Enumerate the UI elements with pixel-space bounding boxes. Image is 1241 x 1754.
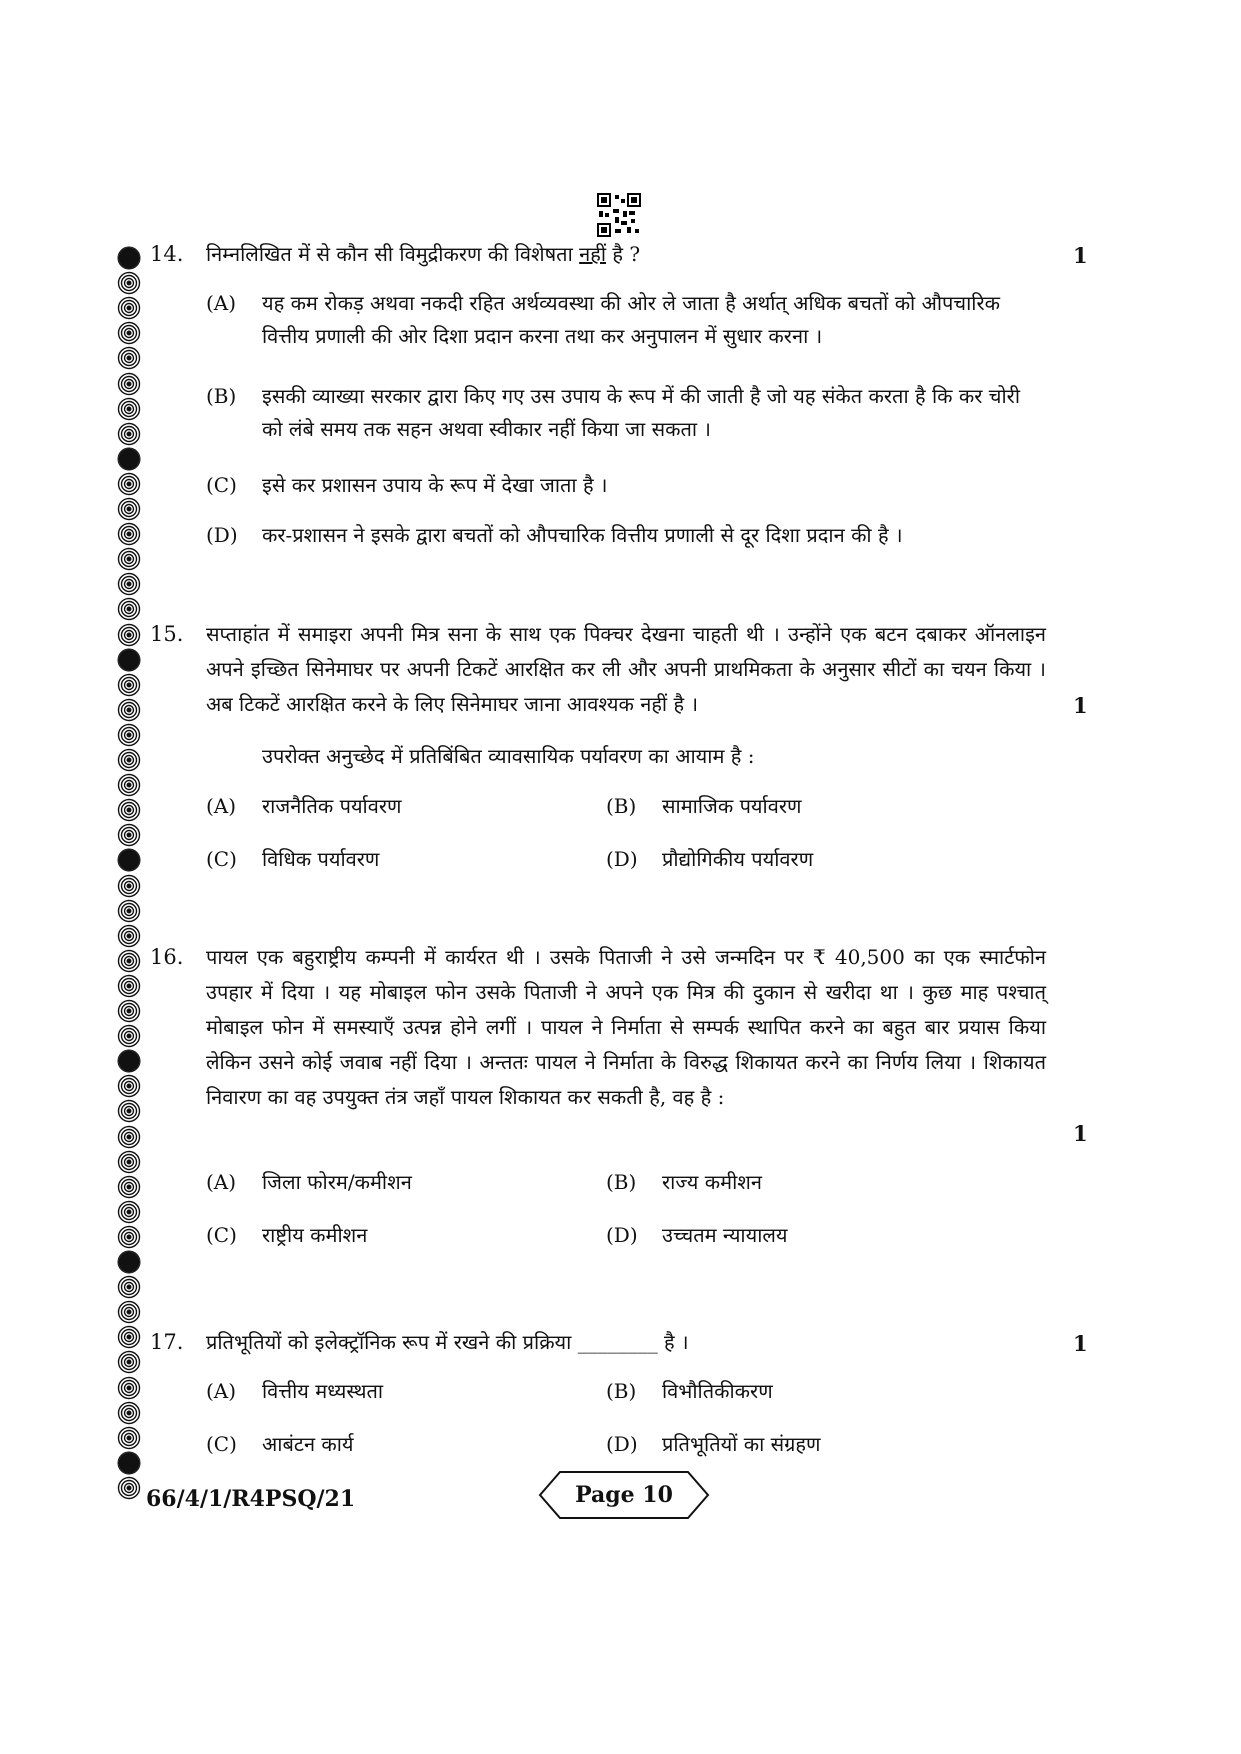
- page-number: Page 10: [575, 1482, 673, 1508]
- option: [206, 843, 596, 876]
- option-label: (D): [206, 523, 238, 547]
- option-text: जिला फोरम/कमीशन: [262, 1170, 412, 1194]
- option-text: उच्चतम न्यायालय: [662, 1223, 788, 1247]
- question-number: 17.: [150, 1330, 184, 1354]
- option-label: (D): [606, 847, 638, 871]
- option-text: इसे कर प्रशासन उपाय के रूप में देखा जाता है ।: [262, 473, 608, 497]
- option: [206, 1219, 596, 1252]
- option-label: (B): [606, 1379, 637, 1403]
- option-text: राजनैतिक पर्यावरण: [262, 794, 402, 818]
- option: [206, 1375, 596, 1408]
- option: [606, 1166, 1036, 1199]
- stem-text: है ?: [606, 242, 641, 266]
- option-label: (C): [206, 847, 237, 871]
- option: [206, 519, 1046, 552]
- question-number: 16.: [150, 945, 184, 969]
- question-prompt: उपरोक्त अनुच्छेद में प्रतिबिंबित व्यावसायिक पर्यावरण का आयाम है :: [262, 744, 755, 768]
- option-text: विभौतिकीकरण: [662, 1379, 773, 1403]
- option-text: आबंटन कार्य: [262, 1432, 354, 1456]
- option-text: वित्तीय मध्यस्थता: [262, 1379, 384, 1403]
- option-label: (A): [206, 794, 237, 818]
- option-text: यह कम रोकड़ अथवा नकदी रहित अर्थव्यवस्था की ओर ले जाता है अर्थात् अधिक बचतों को औपचारिक वित्तीय प्रणाली की ओर दिशा प्रदान करना तथा कर अनुपालन में सुधार करना ।: [262, 291, 1001, 348]
- option: [606, 1219, 1036, 1252]
- option: [206, 469, 1046, 502]
- option-label: (B): [606, 794, 637, 818]
- option-text: विधिक पर्यावरण: [262, 847, 380, 871]
- question-stem: सप्ताहांत में समाइरा अपनी मित्र सना के साथ एक पिक्चर देखना चाहती थी । उन्होंने एक बटन दबाकर ऑनलाइन अपने इच्छित सिनेमाघर पर अपनी टिकटें आरक्षित कर ली और अपनी प्राथमिकता के अनुसार सीटों का चयन किया । अब टिकटें आरक्षित करने के लिए सिनेमाघर जाना आवश्यक नहीं है ।: [206, 622, 1046, 716]
- option-label: (C): [206, 473, 237, 497]
- stem-emphasis: नहीं: [579, 242, 607, 266]
- option: [206, 380, 1046, 446]
- option-label: (C): [206, 1432, 237, 1456]
- option: [206, 790, 596, 823]
- option: [606, 1375, 1036, 1408]
- option: [606, 790, 1036, 823]
- option-label: (A): [206, 291, 237, 315]
- option: [606, 843, 1036, 876]
- option-text: कर-प्रशासन ने इसके द्वारा बचतों को औपचारिक वित्तीय प्रणाली से दूर दिशा प्रदान की है ।: [262, 523, 903, 547]
- question-stem: प्रतिभूतियों को इलेक्ट्रॉनिक रूप में रखने की प्रक्रिया ________ है ।: [206, 1330, 689, 1354]
- option-text: राज्य कमीशन: [662, 1170, 762, 1194]
- option-label: (B): [206, 384, 237, 408]
- option: [206, 1166, 596, 1199]
- option-label: (D): [606, 1432, 638, 1456]
- option: [206, 287, 1046, 353]
- option-text: प्रतिभूतियों का संग्रहण: [662, 1432, 821, 1456]
- option-label: (D): [606, 1223, 638, 1247]
- option-text: राष्ट्रीय कमीशन: [262, 1223, 368, 1247]
- question-number: 15.: [150, 622, 184, 646]
- stem-text: निम्नलिखित में से कौन सी विमुद्रीकरण की विशेषता: [206, 242, 580, 266]
- option-label: (A): [206, 1379, 237, 1403]
- option-label: (A): [206, 1170, 237, 1194]
- marks: 1: [1073, 1121, 1088, 1146]
- option: [206, 1428, 596, 1461]
- paper-code: 66/4/1/R4PSQ/21: [146, 1486, 356, 1512]
- option-label: (C): [206, 1223, 237, 1247]
- marks: 1: [1073, 1331, 1088, 1356]
- option-text: इसकी व्याख्या सरकार द्वारा किए गए उस उपाय के रूप में की जाती है जो यह संकेत करता है कि कर चोरी को लंबे समय तक सहन अथवा स्वीकार नहीं किया जा सकता ।: [262, 384, 1021, 441]
- question-number: 14.: [150, 242, 184, 266]
- marks: 1: [1073, 243, 1088, 268]
- option-label: (B): [606, 1170, 637, 1194]
- question-stem: [206, 237, 1046, 272]
- option-text: प्रौद्योगिकीय पर्यावरण: [662, 847, 814, 871]
- question-stem: पायल एक बहुराष्ट्रीय कम्पनी में कार्यरत थी । उसके पिताजी ने उसे जन्मदिन पर ₹ 40,500 का एक स्मार्टफोन उपहार में दिया । यह मोबाइल फोन उसके पिताजी ने अपने एक मित्र की दुकान से खरीदा था । कुछ माह पश्चात् मोबाइल फोन में समस्याएँ उत्पन्न होने लगीं । पायल ने निर्माता से सम्पर्क स्थापित करने का बहुत बार प्रयास किया लेकिन उसने कोई जवाब नहीं दिया । अन्ततः पायल ने निर्माता के विरुद्ध शिकायत करने का निर्णय लिया । शिकायत निवारण का वह उपयुक्त तंत्र जहाँ पायल शिकायत कर सकती है, वह है :: [206, 945, 1046, 1109]
- option: [606, 1428, 1036, 1461]
- option-text: सामाजिक पर्यावरण: [662, 794, 802, 818]
- marks: 1: [1073, 693, 1088, 718]
